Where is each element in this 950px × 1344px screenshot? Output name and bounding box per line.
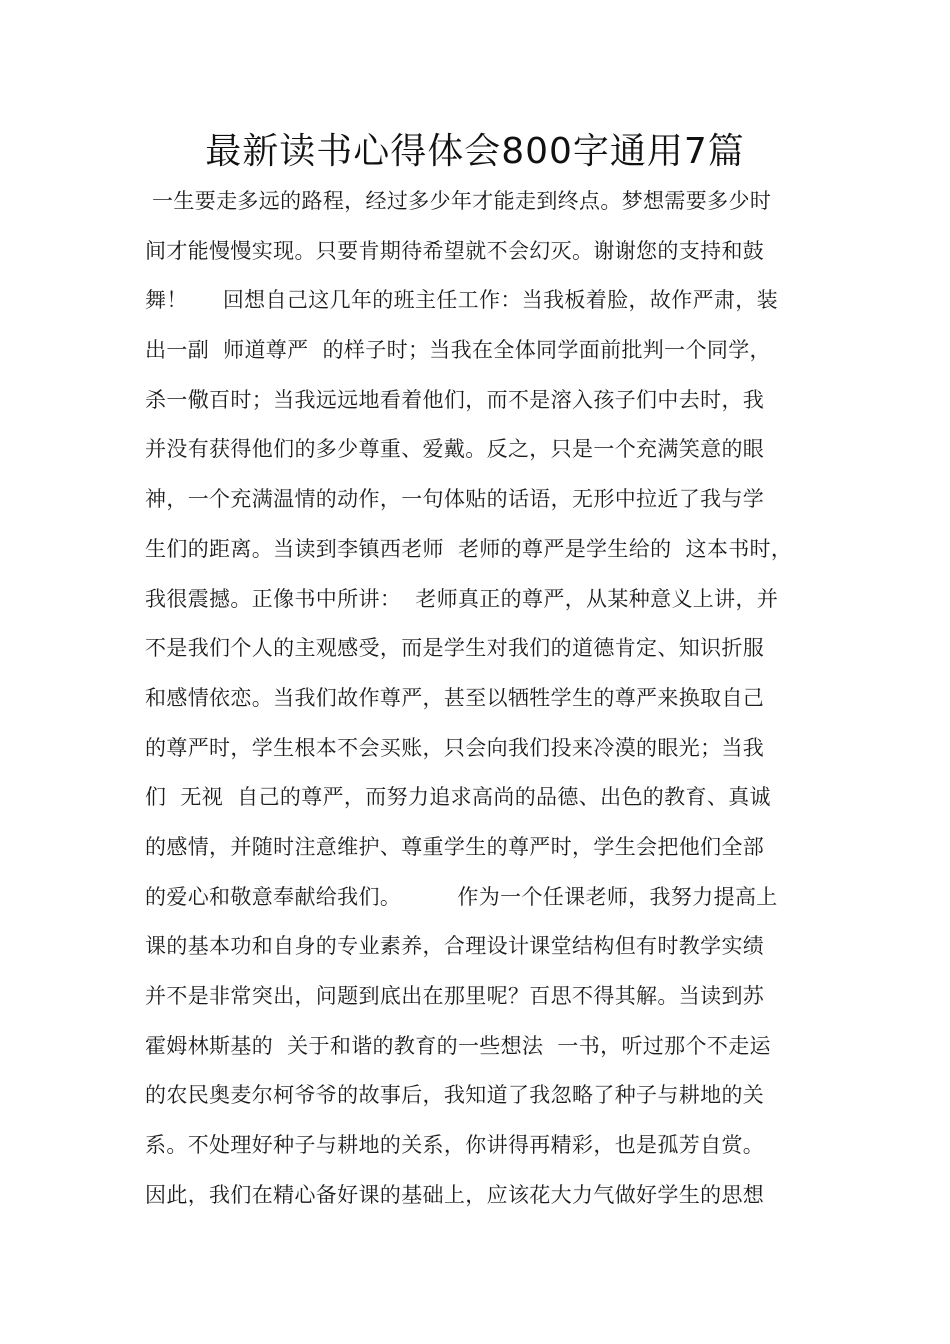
body-line: 神，一个充满温情的动作，一句体贴的话语，无形中拉近了我与学 [145,487,765,512]
body-line: 的感情，并随时注意维护、尊重学生的尊严时，学生会把他们全部 [145,834,765,859]
body-line: 的爱心和敬意奉献给我们。 作为一个任课老师，我努力提高上 [145,884,778,909]
body-line: 不是我们个人的主观感受，而是学生对我们的道德肯定、知识折服 [145,636,765,661]
document-body [145,182,825,1225]
body-line: 生们的距离。当读到李镇西老师 老师的尊严是学生给的 这本书时， [145,536,793,561]
body-line: 的农民奥麦尔柯爷爷的故事后，我知道了我忽略了种子与耕地的关 [145,1083,765,1108]
body-line: 的尊严时，学生根本不会买账，只会向我们投来冷漠的眼光；当我 [145,735,765,760]
body-line: 间才能慢慢实现。只要肯期待希望就不会幻灭。谢谢您的支持和鼓 [145,238,765,263]
body-line: 舞！ 回想自己这几年的班主任工作：当我板着脸，故作严肃，装 [145,288,778,313]
body-line: 并不是非常突出，问题到底出在那里呢？百思不得其解。当读到苏 [145,984,765,1008]
body-line: 系。不处理好种子与耕地的关系，你讲得再精彩，也是孤芳自赏。 [145,1133,765,1158]
body-line: 一生要走多远的路程，经过多少年才能走到终点。梦想需要多少时 [145,189,772,213]
body-line: 我很震撼。正像书中所讲： 老师真正的尊严，从某种意义上讲，并 [145,586,779,611]
body-line: 课的基本功和自身的专业素养，合理设计课堂结构但有时教学实绩 [145,934,765,959]
body-line: 并没有获得他们的多少尊重、爱戴。反之，只是一个充满笑意的眼 [145,437,765,462]
body-line: 因此，我们在精心备好课的基础上，应该花大力气做好学生的思想 [145,1182,765,1207]
body-line: 杀一儆百时；当我远远地看着他们，而不是溶入孩子们中去时，我 [145,387,765,412]
body-line: 出一副 师道尊严 的样子时；当我在全体同学面前批判一个同学， [145,338,771,363]
body-line: 霍姆林斯基的 关于和谐的教育的一些想法 一书，听过那个不走运 [145,1033,771,1058]
body-line: 们 无视 自己的尊严，而努力追求高尚的品德、出色的教育、真诚 [145,785,771,810]
document-title: 最新读书心得体会800字通用7篇 [205,131,745,172]
body-line: 和感情依恋。当我们故作尊严，甚至以牺牲学生的尊严来换取自己 [145,685,765,710]
